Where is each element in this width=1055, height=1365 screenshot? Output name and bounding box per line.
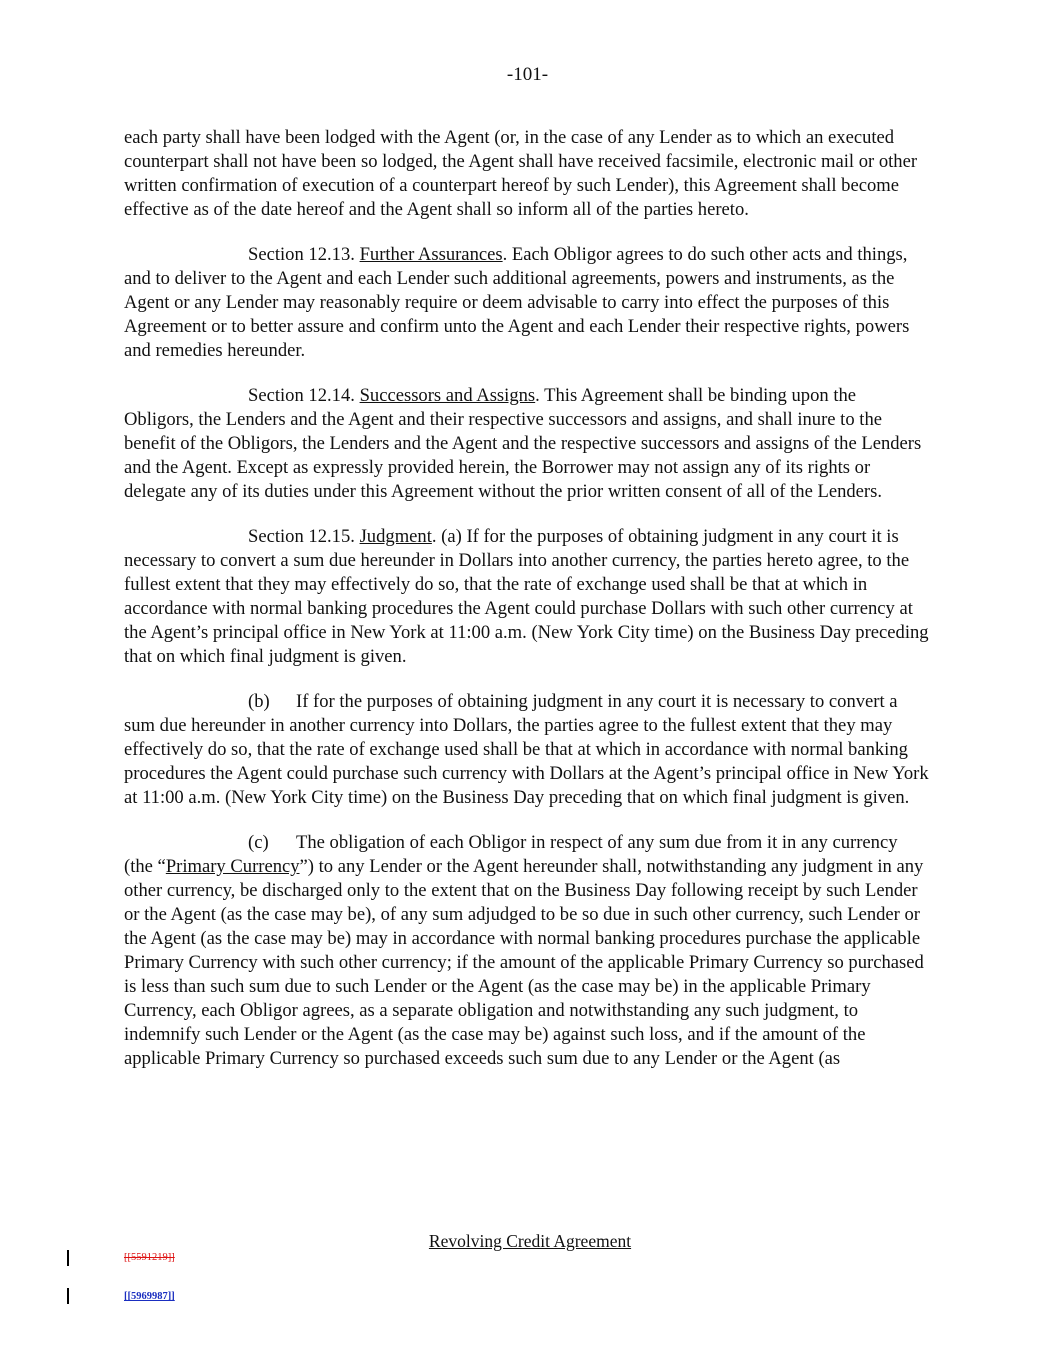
clause-text-after: ”) to any Lender or the Agent hereunder shall, notwithstanding any judgment in any other currency, be discharged only to the extent that on the Business Day following receipt by such Lender or the Agent (as the case may be), of any sum adjudged to be so due in such other currency, such Lender or the Agent (as the case may be) may in accordance with normal banking procedures purchase the applicable Primary Currency with such other currency; if the amount of the applicable Primary Currency so purchased is less than such sum due to such Lender or the Agent (as the case may be) in the applicable Primary Currency, each Obligor agrees, as a separate obligation and notwithstanding any such judgment, to indemnify such Lender or the Agent (as the case may be) against such loss, and if the amount of the applicable Primary Currency so purchased exceeds such sum due to any Lender or the Agent (as xyxy=(124,856,924,1069)
section-12-14-successors-and-assigns xyxy=(124,384,930,504)
section-heading: Successors and Assigns xyxy=(359,385,536,406)
section-12-13-further-assurances xyxy=(124,243,930,363)
document-body xyxy=(124,126,930,1092)
clause-label: (b) xyxy=(248,691,270,712)
defined-term: Primary Currency xyxy=(165,856,300,877)
deleted-document-id: [[5591219]] xyxy=(124,1252,175,1263)
section-heading: Further Assurances xyxy=(359,244,503,265)
paragraph-continuation: each party shall have been lodged with the Agent (or, in the case of any Lender as to which an executed counterpart shall not have been so lodged, the Agent shall have received facsimile, electronic mail or other written confirmation of execution of a counterpart hereof by such Lender), this Agreement shall become effective as of the date hereof and the Agent shall so inform all of the parties hereto. xyxy=(124,127,918,220)
section-12-15-judgment-c xyxy=(124,831,930,1071)
clause-text-before: The obligation of each Obligor in respect of any sum due from it in any currency (the “ xyxy=(124,832,898,877)
section-12-15-judgment-b xyxy=(124,690,930,810)
section-number: Section 12.15. xyxy=(248,526,360,547)
section-12-15-judgment-a xyxy=(124,525,930,669)
section-number: Section 12.13. xyxy=(248,244,360,265)
section-number: Section 12.14. xyxy=(248,385,360,406)
page-number: -101- xyxy=(506,64,549,85)
section-text: . Each Obligor agrees to do such other acts and things, and to deliver to the Agent and each Lender such additional agreements, powers and instruments, as the Agent or any Lender may reasonably require or deem advisable to carry into effect the purposes of this Agreement or to better assure and confirm unto the Agent and each Lender their respective rights, powers and remedies hereunder. xyxy=(124,244,910,361)
change-bar xyxy=(67,1250,69,1266)
clause-label: (c) xyxy=(248,832,269,853)
section-text: . (a) If for the purposes of obtaining judgment in any court it is necessary to convert a sum due hereunder in Dollars into another currency, the parties hereto agree, to the fullest extent that they may effectively do so, that the rate of exchange used shall be that at which in accordance with normal banking procedures the Agent could purchase Dollars with such other currency at the Agent’s principal office in New York at 11:00 a.m. (New York City time) on the Business Day preceding that on which final judgment is given. xyxy=(124,526,929,667)
clause-text: If for the purposes of obtaining judgment in any court it is necessary to convert a sum due hereunder in another currency into Dollars, the parties agree to the fullest extent that they may effectively do so, that the rate of exchange used shall be that at which in accordance with normal banking procedures the Agent could purchase such currency with Dollars at the Agent’s principal office in New York at 11:00 a.m. (New York City time) on the Business Day preceding that on which final judgment is given. xyxy=(124,691,929,808)
footer-title: Revolving Credit Agreement xyxy=(428,1231,632,1251)
section-heading: Judgment xyxy=(359,526,432,547)
inserted-document-id: [[5969987]] xyxy=(124,1291,175,1302)
change-bar xyxy=(67,1288,69,1304)
section-text: . This Agreement shall be binding upon the Obligors, the Lenders and the Agent and their respective successors and assigns, and shall inure to the benefit of the Obligors, the Lenders and the Agent and the respective successors and assigns of the Lenders and the Agent. Except as expressly provided herein, the Borrower may not assign any of its rights or delegate any of its duties under this Agreement without the prior written consent of all of the Lenders. xyxy=(124,385,922,502)
